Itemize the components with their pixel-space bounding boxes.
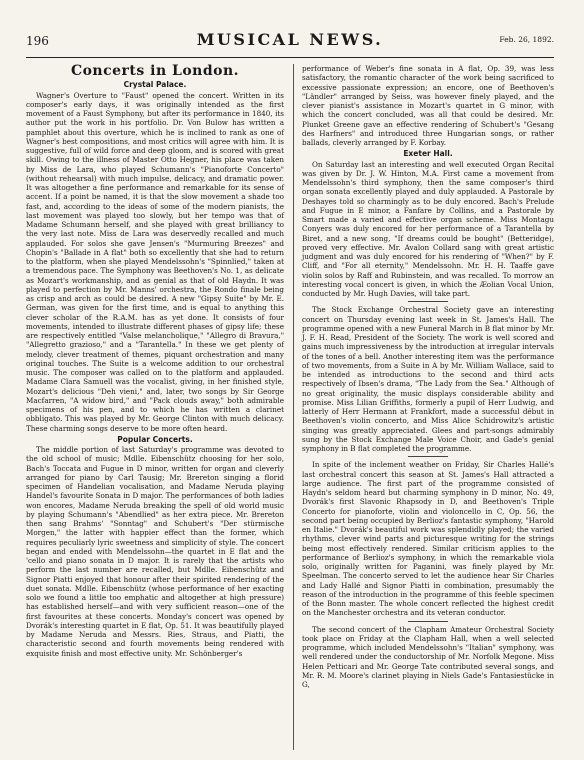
- crystal-palace-review: Wagner's Overture to "Faust" opened the concert. Written in its composer's early days, it was originally intended as the first movement of a Faust Symphony, but after its performance in 1840, its author put the work in his portfolio. Dr. Von Bulow has written a pamphlet about this overture, which he is inclined to rank as one of Wagner's best compositions, and most critics will agree with him. It is suggestive, full of wild force and deep gloom, and is scored with great skill. Owing to the illness of Master Otto Hegner, his place was taken by Miss de Lara, who played Schumann's "Pianoforte Concerto" (without rehearsal) with much impulse, delicacy, and dramatic power. It was altogether a fine performance and remarkable for its sense of accent. If a point be named, it is that the slow movement a shade too fast, and, according to the ideas of some of the modern pianists, the last movement was played too slowly, but her tempo was that of Madame Schumann herself, and she played with great brilliancy to the very last note. Miss de Lara was deservedly recalled and much applauded. For solos she gave Jensen's "Murmuring Breezes" and Chopin's "Ballade in A flat" both so excellently that she had to return to the platform, when she played Mendelssohn's "Spinnlied," taken at a tremendous pace. The Symphony was Beethoven's No. 1, as delicate as Mozart's workmanship, and as genial as that of old Haydn. It was played to perfection by Mr. Manns' orchestra, the Rondo finale being as crisp and arch as could be desired. A new "Gipsy Suite" by Mr. E. German, was given for the first time, and is equal to anything this clever scholar of the R.A.M. has as yet done. It consists of four movements, intended to illustrate different phases of gipsy life; these are respectively entitled "Valse melancholique," "Allegro di Bravura," "Allegretto grazioso," and a "Tarantella." In these we get plenty of melody, clever treatment of themes, piquant orchestration and many original touches. The Suite is a welcome addition to our orchestral music. The composer was called on to the platform and applauded. Madame Clara Samuell was the vocalist, giving, in her finished style, Mozart's delicious "Deh vieni," and, later, two songs by Sir George Macfarren, "A widow bird," and "Pack clouds away," both admirable specimens of his pen, and to which he has written a clarinet obbligato. This was played by Mr. George Clinton with much delicacy. These charming songs deserve to be more often heard.: [26, 90, 284, 433]
- page-header: [26, 30, 554, 52]
- exeter-hall-review: On Saturday last an interesting and well executed Organ Recital was given by Dr. J. W. Hinton, M.A. First came a movement from Mendelssohn's third symphony, then the same composer's third organ sonata excellently played and duly applauded. A Pastorale by Deshayes told so charmingly as to be duly encored. Bach's Prelude and Fugue in E minor, a Fanfare by Collins, and a Pastorale by Smart made a varied and effective organ scheme. Miss Montagu Conyers was duly encored for her performance of a Tarantella by Biret, and a new song, "If dreams could be bought" (Betteridge), proved very effective. Mr. Avalon Collard sang with great artistic judgment and was duly encored for his rendering of "When?" by F. Cliff, and "For all eternity," Mendelssohn. Mr. H. H. Taaffe gave violin solos by Raff and Rubinstein, and was recalled. To morrow an interesting vocal concert is given, in which the Æolian Vocal Union, conducted by Mr. Hugh Davies, will take part.: [302, 159, 554, 298]
- header-rule: [26, 57, 554, 58]
- popular-concerts-review: The middle portion of last Saturday's programme was devoted to the old school of music; Mdlle. Eibenschütz choosing for her solo, Bach's Toccata and Fugue in D minor, written for organ and cleverly arranged for piano by Carl Tausig; Mr. Brereton singing a florid specimen of Handelian vocalisation, and Madame Neruda playing Handel's favourite Sonata in D major. The performances of both ladies won encores, Madame Neruda breaking the spell of old world music by playing Schumann's "Abendlied" as her extra piece. Mr. Brereton then sang Brahms' "Sonntag" and Schubert's "Der stürmische Morgen," the latter with happier effect than the former, which requires peculiarly lyric sweetness and simplicity of style. The concert began and ended with Mendelssohn—the quartet in E flat and the 'cello and piano sonata in D major. It is rarely that the artists who perform the last number are recalled, but Mdlle. Eibenschütz and Signor Piatti enjoyed that honour after their spirited rendering of the duet sonata. Mdlle. Eibenschütz (whose performance of her exacting solo we found a little too emphatic and altogether at high pressure) has established herself—and with very sufficient reason—one of the first favourites at these concerts. Monday's concert was opened by Dvorák's interesting quartet in E flat, Op. 51. It was beautifully played by Madame Neruda and Messrs. Ries, Straus, and Piatti, the characteristic second and fourth movements being rendered with exquisite finish and most effective unity. Mr. Schönberger's: [26, 445, 284, 658]
- separator-rule: [408, 621, 448, 622]
- halle-concert-review: In spite of the inclement weather on Friday, Sir Charles Hallé's last orchestral concert this season at St. James's Hall attracted a large audience. The first part of the programme consisted of Haydn's seldom heard but charming symphony in D minor, No. 49, Dvorák's first Slavonic Rhapsody in D, and Beethoven's Triple Concerto for pianoforte, violin and violoncello in C, Op. 56, the second part being occupied by Berlioz's fantastic symphony, "Harold en Italie." Dvorák's beautiful work was splendidly played; the varied rhythms, clever wind parts and picturesque writing for the strings being most effectively rendered. Similar criticism applies to the performance of Berlioz's symphony, in which the remarkable viola solo, originally written for Paganini, was finely played by Mr. Speelman. The concerto served to let the audience hear Sir Charles and Lady Hallé and Signor Piatti in combination, presumably the reason of the introduction in the programme of this feeble specimen of the Bonn master. The whole concert reflected the highest credit on the Manchester orchestra and its veteran conductor.: [302, 460, 554, 618]
- section-heading: Concerts in London.: [70, 63, 240, 79]
- page-number: 196: [26, 34, 49, 48]
- stock-exchange-review: The Stock Exchange Orchestral Society gave an interesting concert on Thursday evening last week in St. James's Hall. The programme opened with a new Funeral March in B flat minor by Mr. J. F. H. Read, President of the Society. The work is well scored and gains much impressiveness by the introduction at irregular intervals of the tones of a bell. Another interesting item was the performance of two movements, from a Suite in A by Mr. William Wallace, said to be intended as introductions to the second and third acts respectively of Ibsen's drama, "The Lady from the Sea." Although of no great originality, the music displays considerable ability and promise. Miss Lilian Griffiths, formerly a pupil of Herr Ludwig, and latterly of Herr Hermann at Frankfort, made a successful début in Beethoven's violin concerto, and Miss Alice Schidrowitz's artistic singing was greatly appreciated. Glees and part-songs admirably sung by the Stock Exchange Male Voice Choir, and Gade's genial symphony in B flat completed the programme.: [302, 305, 554, 453]
- column-divider: [293, 64, 294, 750]
- clapham-concert-review: The second concert of the Clapham Amateur Orchestral Society took place on Friday at the Clapham Hall, when a well selected programme, which included Mendelssohn's "Italian" symphony, was well rendered under the conductorship of Mr. Norfolk Megone. Miss Helen Petticari and Mr. George Tate contributed several songs, and Mr. R. M. Moore's clarinet playing in Niels Gade's Fantasiestücke in G,: [302, 624, 554, 689]
- separator-rule: [408, 456, 448, 457]
- left-column: [26, 64, 284, 658]
- popular-concerts-title: Popular Concerts.: [117, 434, 193, 444]
- masthead-title: MUSICAL NEWS.: [196, 30, 384, 49]
- exeter-hall-title: Exeter Hall.: [403, 149, 453, 159]
- issue-date: Feb. 26, 1892.: [499, 35, 554, 44]
- popular-concerts-continued: performance of Weber's fine sonata in A flat, Op. 39, was less satisfactory, the romantic character of the work being sacrificed to excessive passionate expression; an encore, one of Beethoven's "Ländler" arranged by Seiss, was however finely played, and the clever pianist's assistance in Mozart's quartet in G minor, with which the concert concluded, was all that could be desired. Mr. Plunket Greene gave an effective rendering of Schubert's "Gesang des Harfners" and introduced three Hungarian songs, or rather ballads, cleverly arranged by F. Korbay.: [302, 64, 554, 147]
- crystal-palace-title: Crystal Palace.: [123, 80, 187, 90]
- separator-rule: [408, 301, 448, 302]
- right-column: [302, 64, 554, 689]
